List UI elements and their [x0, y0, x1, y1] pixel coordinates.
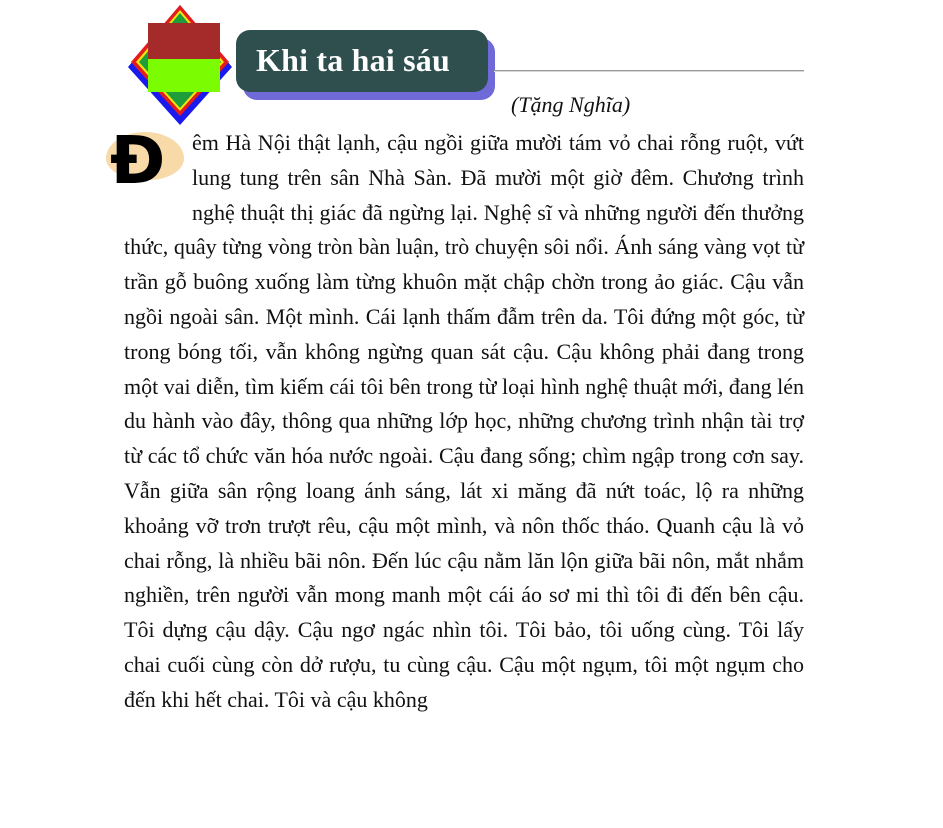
title-divider — [494, 70, 804, 71]
dark-red-block — [148, 23, 220, 59]
dedication: (Tặng Nghĩa) — [511, 92, 631, 117]
drop-cap — [106, 122, 186, 199]
article-paragraph: êm Hà Nội thật lạnh, cậu ngồi giữa mười tám vỏ chai rỗng ruột, vứt lung tung trên sân Nhà Sàn. Đã mười một giờ đêm. Chương trình nghệ thuật thị giác đã ngừng lại. Nghệ sĩ và những người đến thưởng thức, quây từng vòng tròn bàn luận, trò chuyện sôi nổi. Ánh sáng vàng vọt từ trần gỗ buông xuống làm từng khuôn mặt chập chờn trong ảo giác. Cậu vẫn ngồi ngoài sân. Một mình. Cái lạnh thấm đẫm trên da. Tôi đứng một góc, từ trong bóng tối, vẫn không ngừng quan sát cậu. Cậu không phải đang trong một vai diễn, tìm kiếm cái tôi bên trong từ loại hình nghệ thuật mới, đang lén du hành vào đây, thông qua những lớp học, những chương trình nhận tài trợ từ các tổ chức văn hóa nước ngoài. Cậu đang sống; chìm ngập trong cơn say. Vẫn giữa sân rộng loang ánh sáng, lát xi măng đã nứt toác, lộ ra những khoảng vỡ trơn trượt rêu, cậu một mình, và nôn thốc tháo. Quanh cậu là vỏ chai rỗng, là nhiều bãi nôn. Đến lúc cậu nằm lăn lộn giữa bãi nôn, mắt nhắm nghiền, trên người vẫn mong manh một cái áo sơ mi thì tôi đi đến bên cậu. Tôi dựng cậu dậy. Cậu ngơ ngác nhìn tôi. Tôi bảo, tôi uống cùng. Tôi lấy chai cuối cùng còn dở rượu, tu cùng cậu. Cậu một ngụm, tôi một ngụm cho đến khi hết chai. Tôi và cậu không — [124, 130, 804, 712]
title-box — [236, 30, 488, 92]
decorative-diamond-emblem-icon — [124, 2, 244, 127]
lime-block — [148, 59, 220, 92]
article-body — [110, 122, 804, 718]
drop-cap-letter: Đ — [110, 122, 166, 199]
page-title: Khi ta hai sáu — [256, 41, 450, 78]
